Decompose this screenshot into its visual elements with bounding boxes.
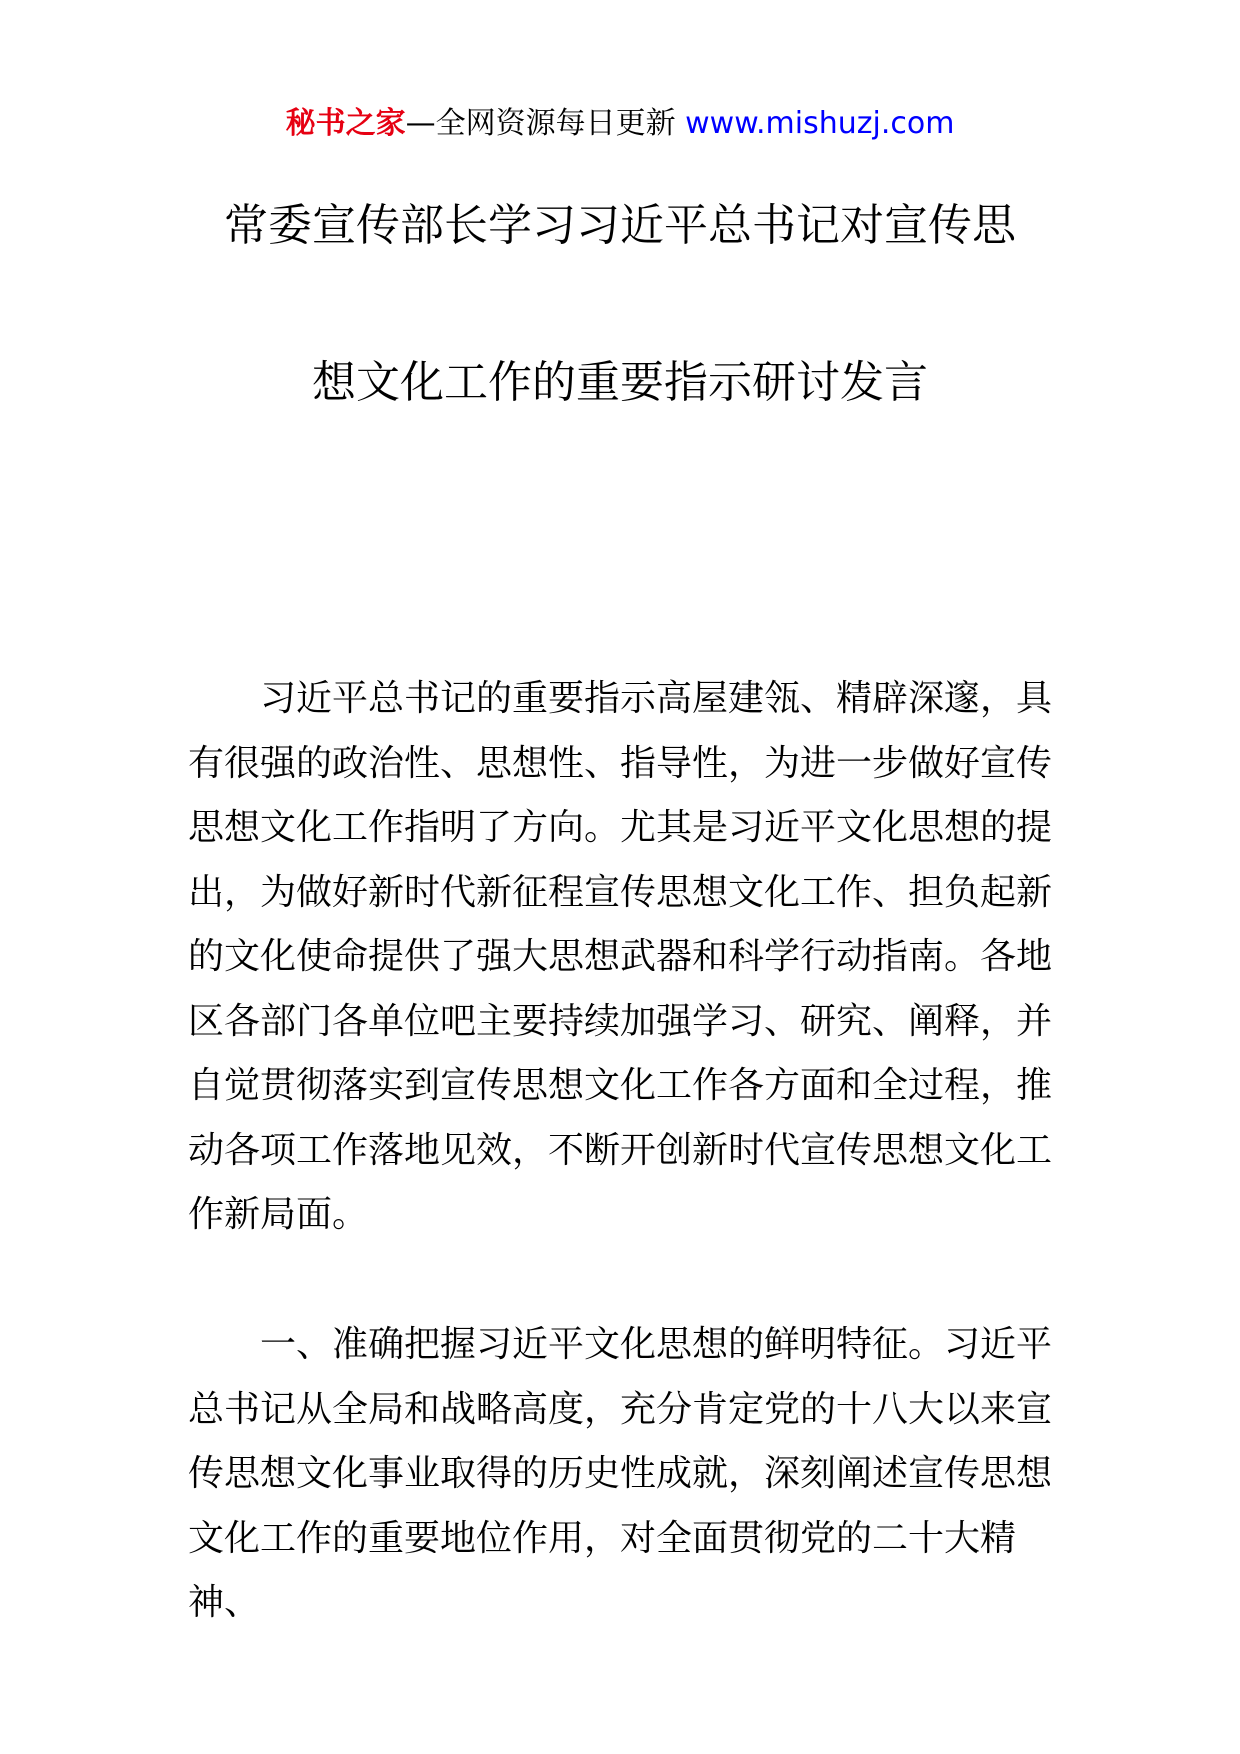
paragraph-intro: 习近平总书记的重要指示高屋建瓴、精辟深邃，具有很强的政治性、思想性、指导性，为进一步做好宣传思想文化工作指明了方向。尤其是习近平文化思想的提出，为做好新时代新征程宣传思想文化工作、担负起新的文化使命提供了强大思想武器和科学行动指南。各地区各部门各单位吧主要持续加强学习、研究、阐释，并自觉贯彻落实到宣传思想文化工作各方面和全过程，推动各项工作落地见效，不断开创新时代宣传思想文化工作新局面。 xyxy=(188,678,1053,1235)
site-slogan: —全网资源每日更新 xyxy=(405,106,676,141)
document-title-line-2: 想文化工作的重要指示研讨发言 xyxy=(312,357,928,408)
site-brand: 秘书之家 xyxy=(285,106,406,141)
site-url-link[interactable]: www.mishuzj.com xyxy=(685,106,955,141)
document-title-line-1: 常委宣传部长学习习近平总书记对宣传思 xyxy=(224,200,1016,251)
paragraph-section-1: 一、准确把握习近平文化思想的鲜明特征。习近平总书记从全局和战略高度，充分肯定党的十八大以来宣传思想文化事业取得的历史性成就，深刻阐述宣传思想文化工作的重要地位作用，对全面贯彻党的二十大精神、 xyxy=(188,1324,1053,1623)
site-header xyxy=(0,100,1240,148)
